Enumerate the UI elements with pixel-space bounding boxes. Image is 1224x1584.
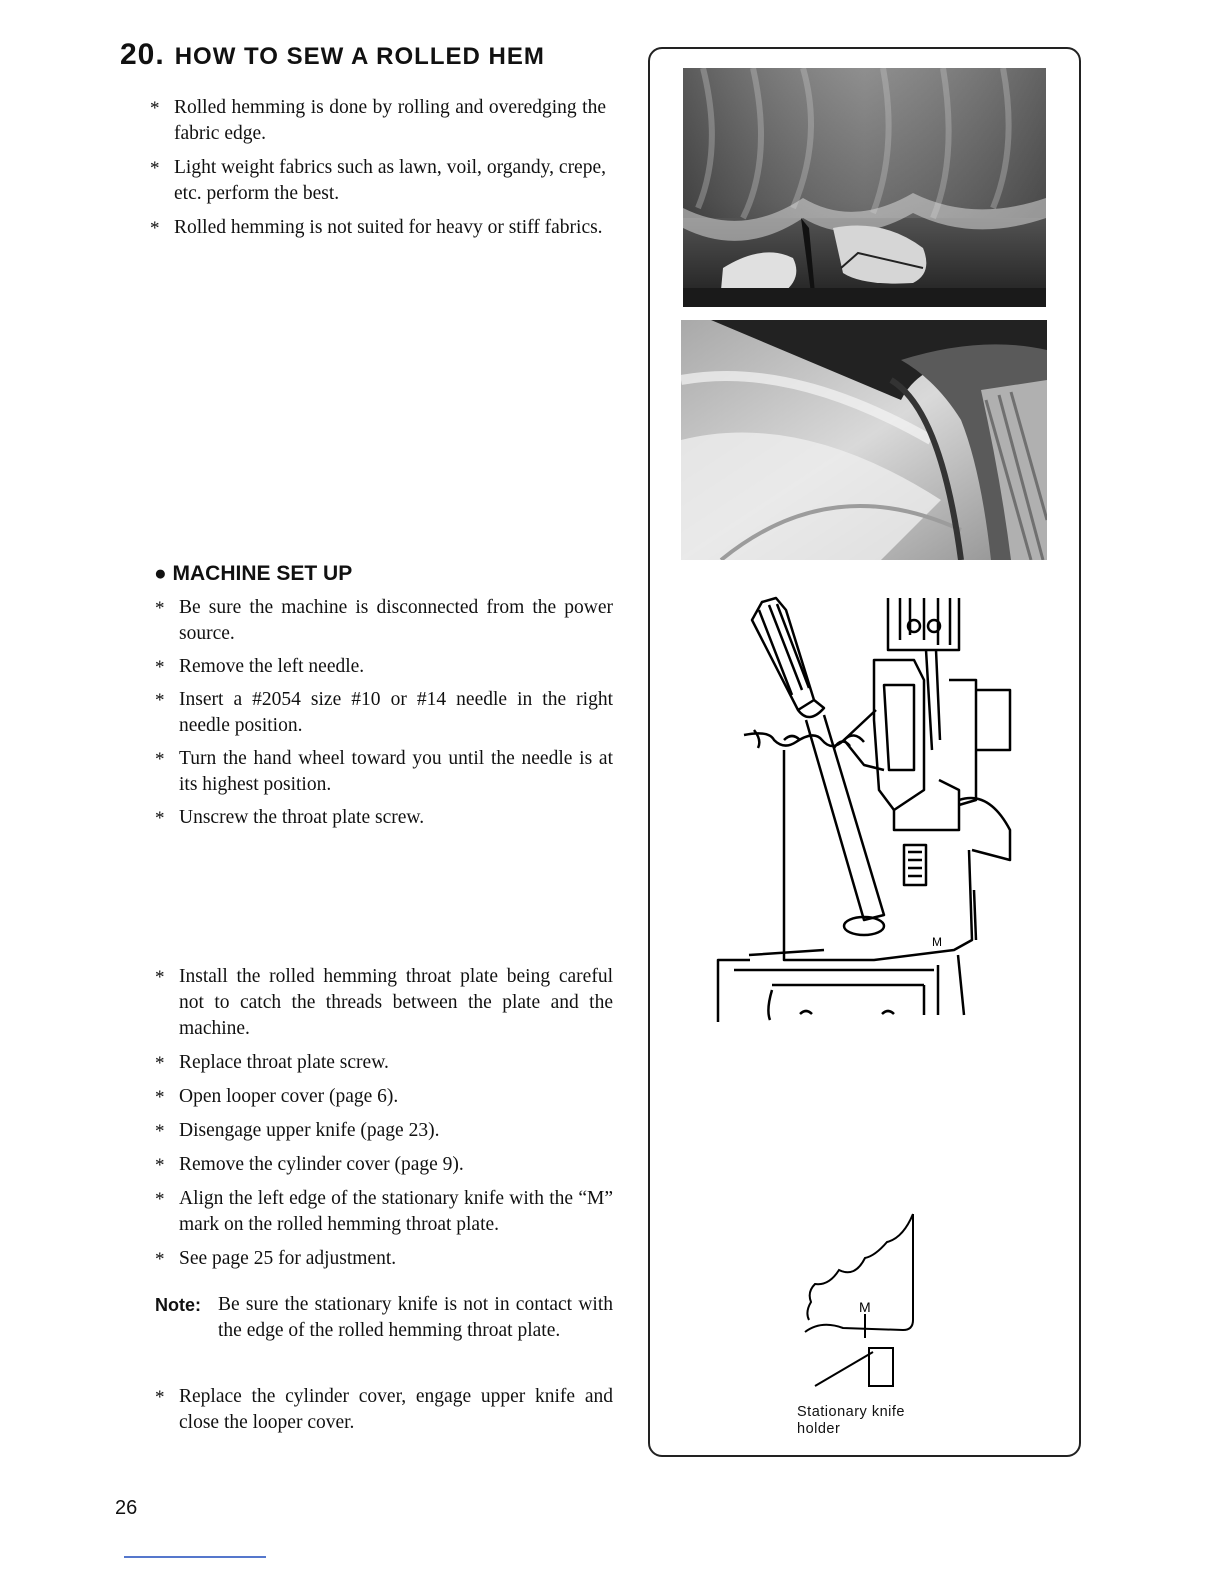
list-item: * Remove the cylinder cover (page 9).	[155, 1154, 464, 1176]
list-item: * Turn the hand wheel toward you until the needle is at its highest position.	[155, 748, 613, 795]
fabric-closeup-image	[681, 320, 1047, 560]
list-item: * Disengage upper knife (page 23).	[155, 1120, 440, 1142]
bullet-star: *	[150, 218, 160, 239]
note-text: Be sure the stationary knife is not in contact with the edge of the rolled hemming throat plate.	[218, 1294, 613, 1341]
list-item: * Rolled hemming is done by rolling and overedging the fabric edge.	[150, 97, 606, 144]
setup-steps-part1	[155, 595, 613, 838]
list-item: * Open looper cover (page 6).	[155, 1086, 399, 1108]
list-item: * Replace throat plate screw.	[155, 1052, 389, 1074]
setup-steps-part2	[155, 964, 613, 1280]
list-item: * Replace the cylinder cover, engage upper knife and close the looper cover.	[155, 1386, 613, 1433]
photo-rolled-hem-closeup	[681, 320, 1047, 560]
list-item: * Align the left edge of the stationary knife with the “M” mark on the rolled hemming throat plate.	[155, 1188, 613, 1235]
bullet-star: *	[150, 98, 160, 119]
intro-bullet-list	[150, 95, 606, 249]
bottom-rule	[124, 1556, 266, 1558]
caption-line-2: holder	[797, 1421, 841, 1437]
list-item: * See page 25 for adjustment.	[155, 1248, 397, 1270]
stationary-knife-alignment-diagram	[795, 1208, 935, 1398]
machine-outline	[718, 598, 1010, 1022]
final-step-list	[155, 1384, 613, 1436]
photo-rolled-hem-dress	[683, 68, 1046, 307]
section-number: 20.	[120, 38, 165, 71]
throat-plate-installation-diagram	[714, 590, 1016, 1028]
throat-plate-m-mark: M	[932, 935, 942, 949]
list-item: * Be sure the machine is disconnected from the power source.	[155, 597, 613, 644]
list-item: * Insert a #2054 size #10 or #14 needle in the right needle position.	[155, 689, 613, 736]
section-heading	[120, 38, 545, 72]
m-mark-label: M	[859, 1299, 871, 1315]
list-item: * Remove the left needle.	[155, 656, 365, 678]
bullet-star: *	[150, 158, 160, 179]
dress-photo-image	[683, 68, 1046, 307]
list-item: * Light weight fabrics such as lawn, voil, organdy, crepe, etc. perform the best.	[150, 157, 606, 204]
note-label: Note:	[155, 1295, 201, 1315]
list-item: * Rolled hemming is not suited for heavy or stiff fabrics.	[150, 215, 606, 241]
list-item: * Unscrew the throat plate screw.	[155, 807, 425, 829]
caption-line-1: Stationary knife	[797, 1404, 905, 1420]
note-block	[155, 1292, 613, 1344]
page-number: 26	[115, 1497, 138, 1519]
list-item: * Install the rolled hemming throat plate being careful not to catch the threads between the plate and the machine.	[155, 966, 613, 1039]
section-title: HOW TO SEW A ROLLED HEM	[174, 43, 545, 70]
stationary-knife-caption	[797, 1404, 905, 1438]
machine-setup-heading: ● MACHINE SET UP	[154, 562, 353, 585]
